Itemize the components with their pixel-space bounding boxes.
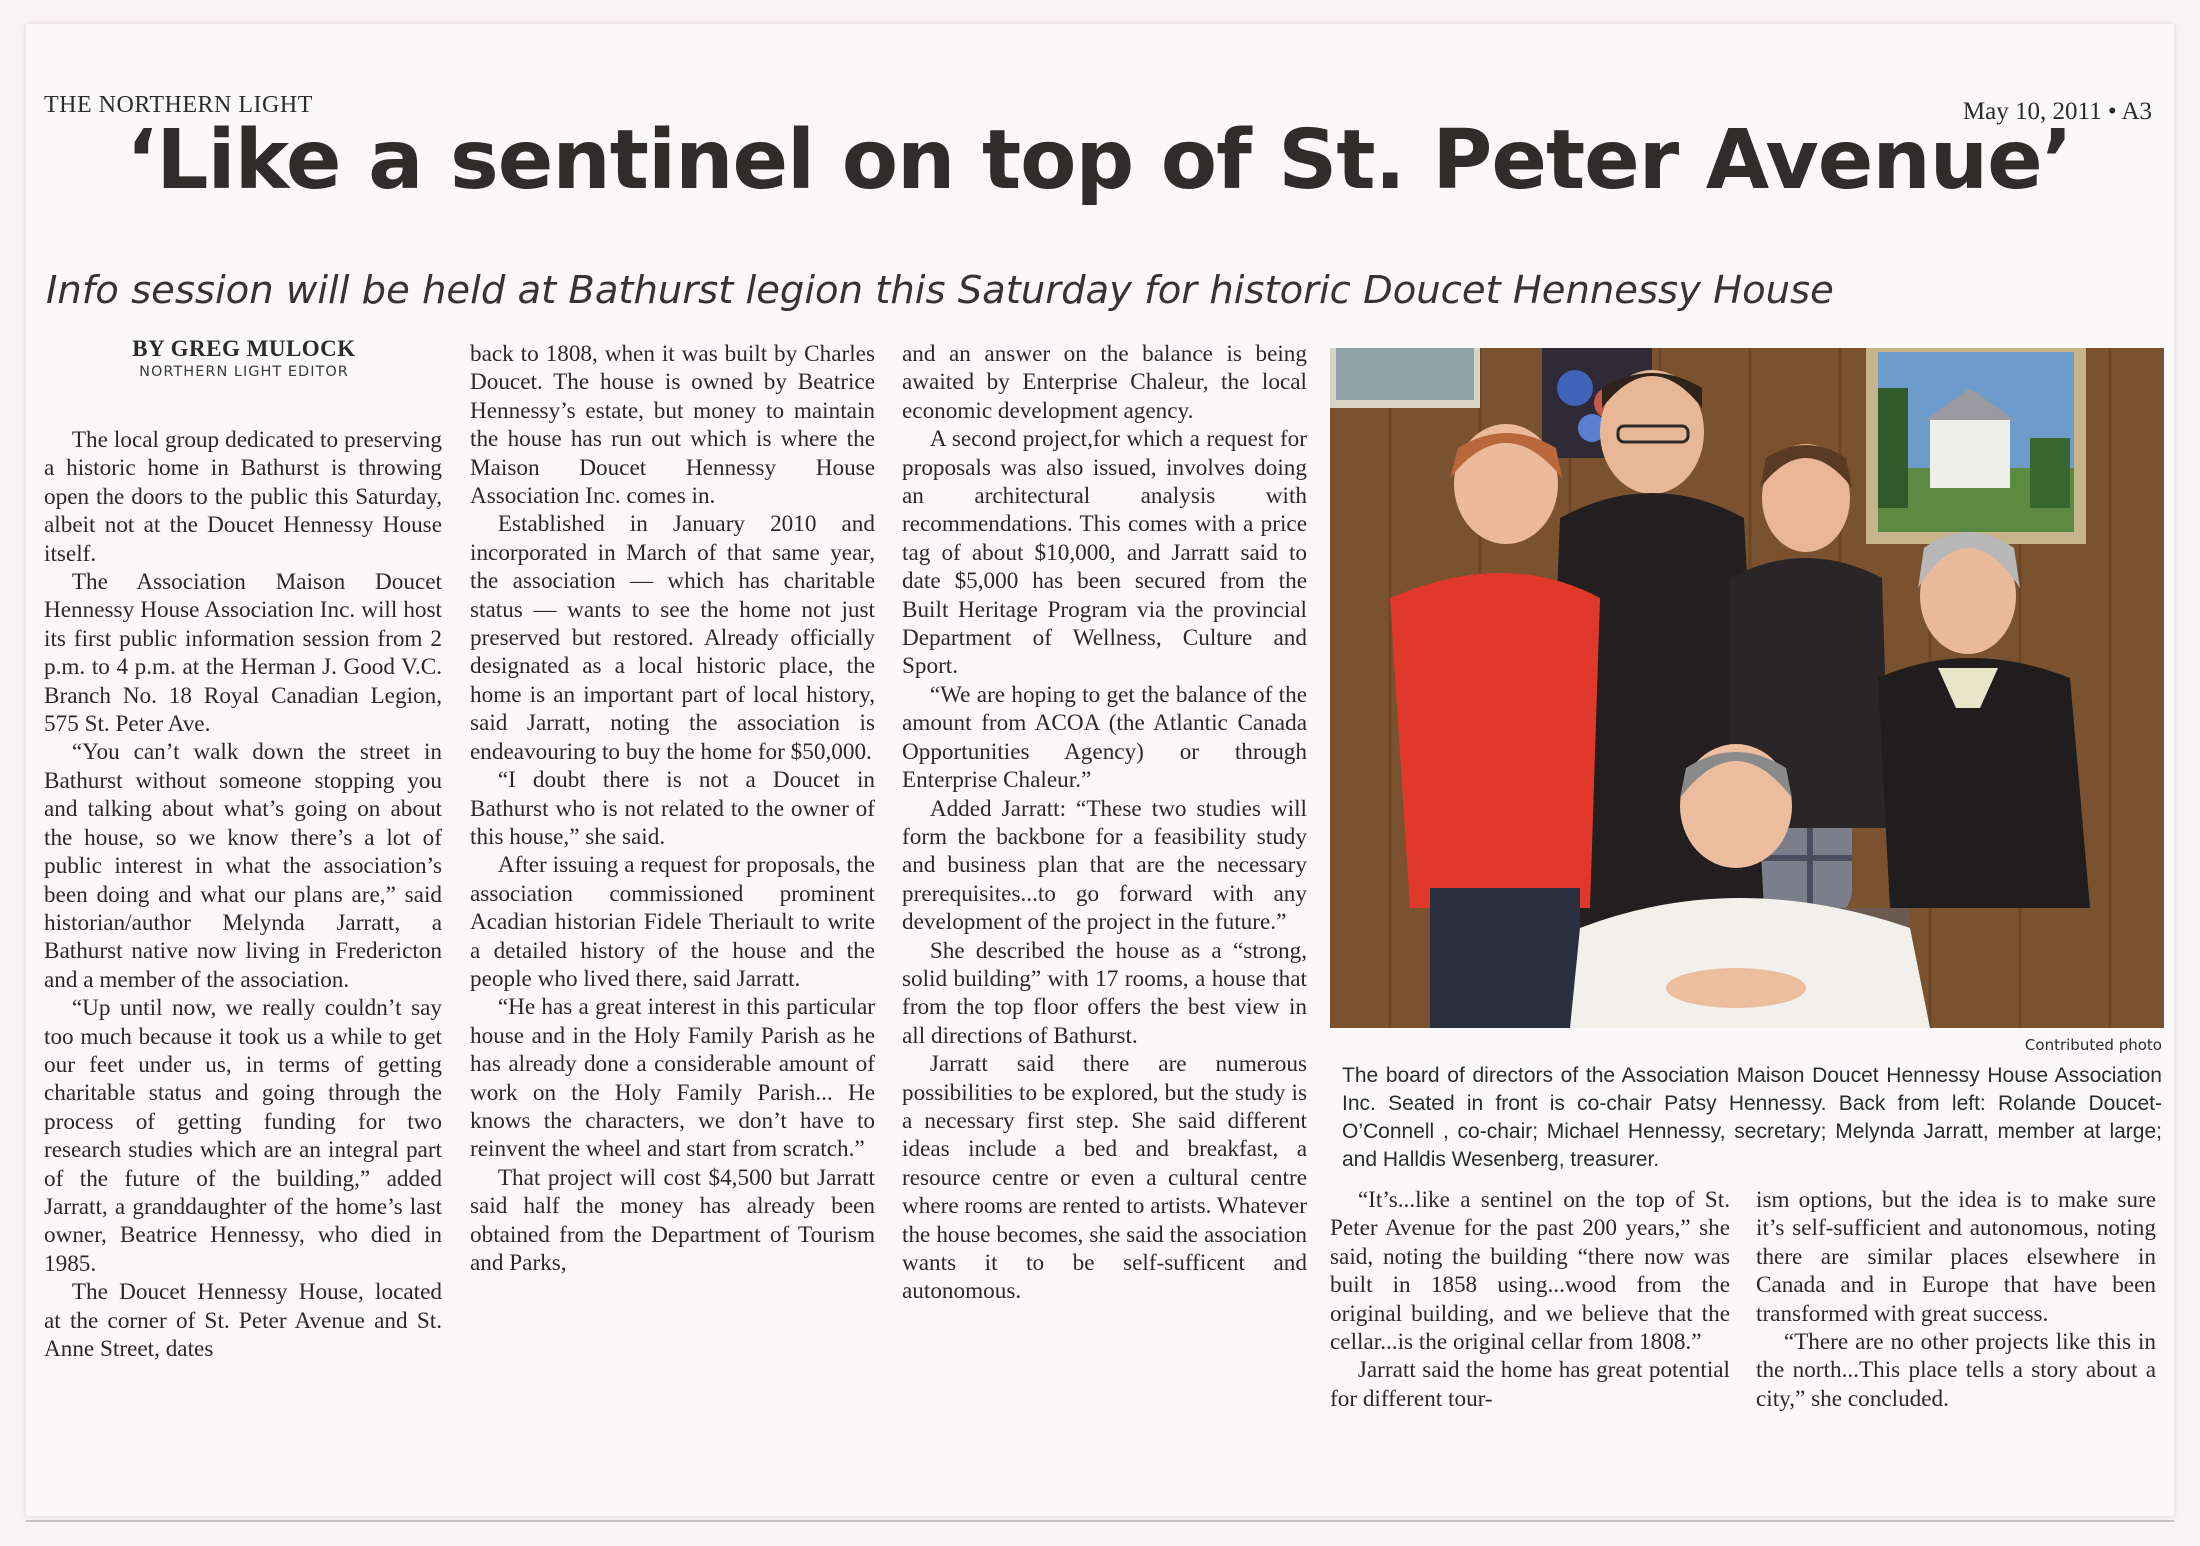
group-photo [1330,348,2164,1028]
paragraph: “It’s...like a sentinel on the top of St. Peter Avenue for the past 200 years,” she said, noting the building “there now was built in 1858 using...wood from the original building, and we believe that the cellar...is the original cellar from 1808.” [1330,1187,1730,1356]
byline-author: BY GREG MULOCK [132,336,356,361]
photo-illustration [1330,348,2164,1028]
article-column-2 [470,340,875,1277]
article-column-5 [1756,1186,2156,1413]
paragraph: Jarratt said there are numerous possibilities to be explored, but the study is a necessary first step. She said different ideas include a bed and breakfast, a resource centre or even a cultural centre where rooms are rented to artists. Whatever the house becomes, she said the association wants it to be self-sufficent and autonomous. [902,1051,1307,1305]
article-column-3 [902,340,1307,1306]
newspaper-name: THE NORTHERN LIGHT [44,92,313,118]
photo-caption: The board of directors of the Association Maison Doucet Hennessy House Association Inc. Seated in front is co-chair Patsy Hennessy. Back from left: Rolande Doucet-O’Connell , co-chair; Michael Hennessy, secretary; Melynda Jarratt, member at large; and Halldis Wesenberg, treasurer. [1342,1064,2162,1171]
paragraph: She described the house as a “strong, solid building” with 17 rooms, a house that from the top floor offers the best view in all directions of Bathurst. [902,937,1307,1049]
paragraph: Jarratt said the home has great potential for different tour- [1330,1357,1730,1412]
byline [44,336,444,380]
headline: ‘Like a sentinel on top of St. Peter Avenue’ [126,113,2072,208]
paragraph: The Association Maison Doucet Hennessy House Association Inc. will host its first public information session from 2 p.m. to 4 p.m. at the Herman J. Good V.C. Branch No. 18 Royal Canadian Legion, 575 St. Peter Ave. [44,569,442,738]
paragraph: back to 1808, when it was built by Charles Doucet. The house is owned by Beatrice Hennessy’s estate, but money to maintain the house has run out which is where the Maison Doucet Hennessy House Association Inc. comes in. [470,341,875,510]
paragraph: and an answer on the balance is being awaited by Enterprise Chaleur, the local economic development agency. [902,341,1307,424]
paragraph: A second project,for which a request for proposals was also issued, involves doing an architectural analysis with recommendations. This comes with a price tag of about $10,000, and Jarratt said to date $5,000 has been secured from the Built Heritage Program via the provincial Department of Wellness, Culture and Sport. [902,426,1307,680]
photo-credit: Contributed photo [2024,1036,2162,1054]
paragraph: ism options, but the idea is to make sure it’s self-sufficient and autonomous, noting there are similar places elsewhere in Canada and in Europe that have been transformed with great success. [1756,1187,2156,1327]
byline-title: NORTHERN LIGHT EDITOR [139,364,349,380]
paragraph: After issuing a request for proposals, the association commissioned prominent Acadian historian Fidele Theriault to write a detailed history of the house and the people who lived there, said Jarratt. [470,852,875,992]
paragraph: That project will cost $4,500 but Jarratt said half the money has already been obtained from the Department of Tourism and Parks, [470,1164,875,1276]
article-column-4 [1330,1186,1730,1413]
date-page-number: May 10, 2011 • A3 [1962,98,2152,125]
paragraph: The Doucet Hennessy House, located at the corner of St. Peter Avenue and St. Anne Street, dates [44,1279,442,1362]
paragraph: “Up until now, we really couldn’t say too much because it took us a while to get our feet under us, in terms of getting charitable status and going through the process of getting funding for two research studies which are an integral part of the future of the building,” added Jarratt, a granddaughter of the home’s last owner, Beatrice Hennessy, who died in 1985. [44,995,442,1277]
paragraph: “There are no other projects like this in the north...This place tells a story about a city,” she concluded. [1756,1329,2156,1412]
paragraph: The local group dedicated to preserving a historic home in Bathurst is throwing open the doors to the public this Saturday, albeit not at the Doucet Hennessy House itself. [44,427,442,567]
bottom-divider [26,1520,2174,1522]
paragraph: Established in January 2010 and incorporated in March of that same year, the association — which has charitable status — wants to see the home not just preserved but restored. Already officially designated as a local historic place, the home is an important part of local history, said Jarratt, noting the association is endeavouring to buy the home for $50,000. [470,511,875,765]
paragraph: “He has a great interest in this particular house and in the Holy Family Parish as he has already done a considerable amount of work on the Holy Family Parish... He knows the characters, we don’t have to reinvent the wheel and start from scratch.” [470,994,875,1163]
paragraph: “We are hoping to get the balance of the amount from ACOA (the Atlantic Canada Opportunities Agency) or through Enterprise Chaleur.” [902,681,1307,794]
paragraph: “I doubt there is not a Doucet in Bathurst who is not related to the owner of this house,” she said. [470,767,875,850]
paragraph: “You can’t walk down the street in Bathurst without someone stopping you and talking about what’s going on about the house, so we know there’s a lot of public interest in what the association’s been doing and what our plans are,” said historian/author Melynda Jarratt, a Bathurst native now living in Fredericton and a member of the association. [44,739,442,993]
subheadline: Info session will be held at Bathurst legion this Saturday for historic Doucet Hennessy House [46,268,1834,313]
article-column-1 [44,426,442,1363]
paragraph: Added Jarratt: “These two studies will form the backbone for a feasibility study and business plan that are the necessary prerequisites...to go forward with any development of the project in the future.” [902,795,1307,936]
